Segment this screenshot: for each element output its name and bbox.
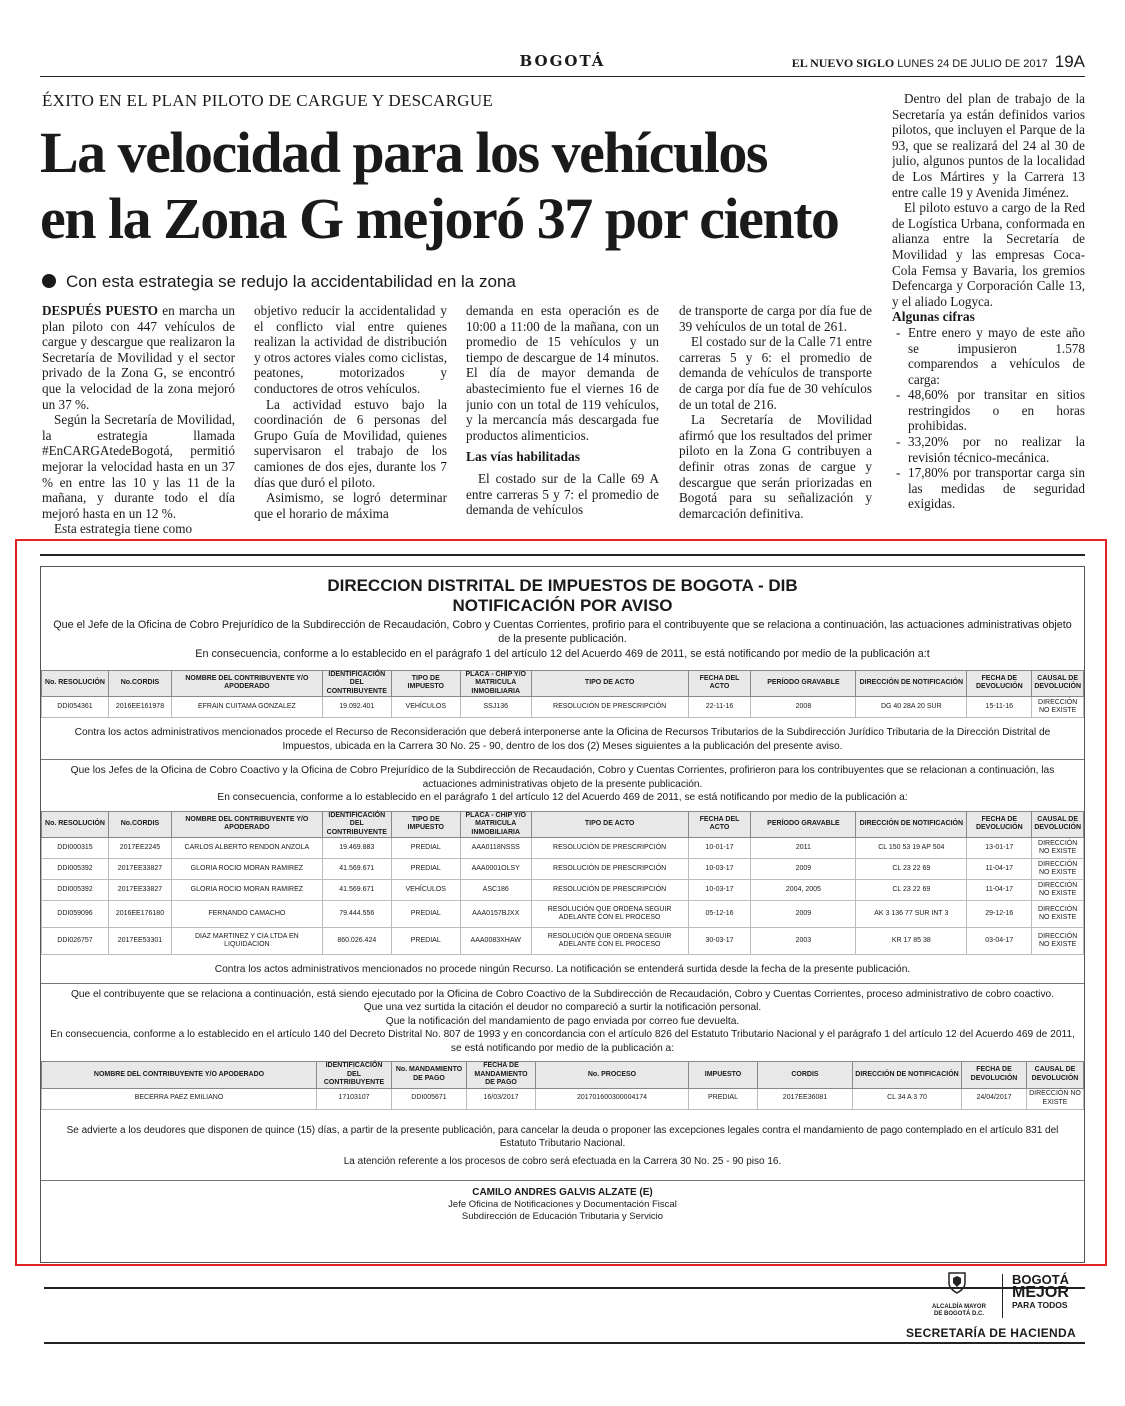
table-cell: DDI059096 xyxy=(42,901,109,928)
notice-intro-1: Que el Jefe de la Oficina de Cobro Prejurídico de la Subdirección de Recaudación, Cobro y Cuentas Corrientes, profirio para el contribuyente que se relaciona a continuación, las actuaciones administrativas objeto de la presente publicación. xyxy=(53,619,1072,645)
column-paragraph: demanda en esta operación es de 10:00 a 11:00 de la mañana, con un promedio de 15 vehículos y un tiempo de descargue de 14 minutos. El día de mayor demanda de abastecimiento fue el viernes 16 de junio con un total de 119 vehículos, y la mercancía más descargada fue productos alimenticios. xyxy=(466,303,659,443)
table-cell: DDI005671 xyxy=(392,1088,467,1109)
table-cell: DIRECCIÓN NO EXISTE xyxy=(1032,838,1084,859)
col-header: NOMBRE DEL CONTRIBUYENTE Y/O APODERADO xyxy=(171,670,322,697)
signer-title: Jefe Oficina de Notificaciones y Documentación Fiscal xyxy=(448,1199,677,1210)
table-cell: GLORIA ROCIO MORAN RAMIREZ xyxy=(171,880,322,901)
table-cell: 16/03/2017 xyxy=(467,1088,536,1109)
table-cell: RESOLUCIÓN DE PRESCRIPCIÓN xyxy=(531,838,688,859)
bogota-mejor-logo: BOGOTÁ MEJOR PARA TODOS xyxy=(1012,1272,1070,1310)
table-cell: 2004, 2005 xyxy=(751,880,856,901)
table-cell: DIRECCIÓN NO EXISTE xyxy=(1032,880,1084,901)
article-side-column xyxy=(892,91,1085,546)
section-name: BOGOTÁ xyxy=(519,52,606,70)
headline-line-1: La velocidad para los vehículos xyxy=(40,120,767,185)
table-cell: EFRAIN CUITAMA GONZALEZ xyxy=(171,697,322,718)
col-header: DIRECCIÓN DE NOTIFICACIÓN xyxy=(853,1062,962,1089)
table-cell: CL 150 53 19 AP 504 xyxy=(856,838,967,859)
table-cell: PREDIAL xyxy=(391,859,460,880)
table-cell: 41.569.671 xyxy=(322,880,391,901)
table-cell: 2017EE36081 xyxy=(758,1088,853,1109)
article-subhead xyxy=(42,272,516,292)
list-item: - 33,20% por no realizar la revisión técnico-mecánica. xyxy=(908,434,1085,465)
table-cell: RESOLUCIÓN QUE ORDENA SEGUIR ADELANTE CON EL PROCESO xyxy=(531,928,688,955)
col-header: No. RESOLUCIÓN xyxy=(42,670,109,697)
secretaria-hacienda-label: SECRETARÍA DE HACIENDA xyxy=(906,1326,1076,1340)
table-cell: BECERRA PAEZ EMILIANO xyxy=(42,1088,317,1109)
notice-intro-1b: En consecuencia, conforme a lo establecido en el parágrafo 1 del artículo 12 del Acuerdo 469 de 2011, se está notificando por medio de la publicación a:t xyxy=(195,648,930,660)
notice-intro-2b: En consecuencia, conforme a lo establecido en el parágrafo 1 del artículo 12 del Acuerdo 469 de 2011, se está notificando por medio de la publicación a: xyxy=(217,792,908,803)
article-column-1 xyxy=(42,303,235,539)
column-paragraph: Asimismo, se logró determinar que el horario de máxima xyxy=(254,490,447,521)
table-cell: 03-04-17 xyxy=(967,928,1032,955)
bottom-rule xyxy=(44,1342,1085,1344)
column-paragraph: DESPUÉS PUESTO en marcha un plan piloto con 447 vehículos de cargue y descargue que realizaron la Secretaría de Movilidad y el sector privado de la Zona G, se encontró que la velocidad de la zona mejoró un 37 %. xyxy=(42,303,235,412)
table-cell: RESOLUCIÓN DE PRESCRIPCIÓN xyxy=(531,859,688,880)
table-cell: PREDIAL xyxy=(391,901,460,928)
table-cell: SSJ136 xyxy=(460,697,531,718)
table-cell: 2016EE176180 xyxy=(108,901,171,928)
table-cell: 22-11-16 xyxy=(688,697,751,718)
col-header: No.CORDIS xyxy=(108,811,171,838)
column-paragraph: El costado sur de la Calle 69 A entre carreras 5 y 7: el promedio de demanda de vehículos xyxy=(466,470,659,518)
notice-subtitle: NOTIFICACIÓN POR AVISO xyxy=(452,596,673,615)
col-header: No.CORDIS xyxy=(108,670,171,697)
table-cell: AAA0157BJXX xyxy=(460,901,531,928)
col-header: No. PROCESO xyxy=(536,1062,689,1089)
col-header: DIRECCIÓN DE NOTIFICACIÓN xyxy=(856,811,967,838)
col-header: PLACA - CHIP Y/O MATRICULA INMOBILIARIA xyxy=(460,670,531,697)
column-subtitle: Las vías habilitadas xyxy=(466,449,581,465)
bullet-icon xyxy=(42,274,56,288)
column-paragraph: El piloto estuvo a cargo de la Red de Logística Urbana, conformada en alianza entre la Secretaría de Movilidad y las empresas Coca-Cola Femsa y Bavaria, los gremios Defencarga y Corporación Calle 13, y el aliado Logyca. xyxy=(892,200,1085,309)
col-header: CORDIS xyxy=(758,1062,853,1089)
table-cell: 79.444.556 xyxy=(322,901,391,928)
article-column-3 xyxy=(466,303,659,539)
column-paragraph: La Secretaría de Movilidad afirmó que los resultados del primer piloto en la Zona G contribuyen a definir otras zonas de cargue y descargue que serán priorizadas en Bogotá para su señalización y demarcación definitiva. xyxy=(679,412,872,521)
table-cell: 2003 xyxy=(751,928,856,955)
logo-divider xyxy=(1002,1274,1003,1318)
table-cell: DIRECCIÓN NO EXISTE xyxy=(1032,697,1084,718)
column-paragraph: objetivo reducir la accidentalidad y el conflicto vial entre quienes realizan la actividad de distribución y otros actores viales como ciclistas, peatones, motorizados y conductores de otros vehículos. xyxy=(254,303,447,396)
column-paragraph: La actividad estuvo bajo la coordinación de 6 personas del Grupo Guía de Movilidad, quienes supervisaron el trabajo de los camiones de dos ejes, durante los 7 días que duró el piloto. xyxy=(254,396,447,490)
table-cell: 2011 xyxy=(751,838,856,859)
col-header: FECHA DEL ACTO xyxy=(688,670,751,697)
signer-department: Subdirección de Educación Tributaria y Servicio xyxy=(461,1211,664,1222)
col-header: TIPO DE IMPUESTO xyxy=(391,670,460,697)
footer-rule xyxy=(44,1287,1085,1289)
article-headline xyxy=(40,120,880,252)
table-cell: DDI000315 xyxy=(42,838,109,859)
table-cell: VEHÍCULOS xyxy=(391,697,460,718)
table-cell: CARLOS ALBERTO RENDON ANZOLA xyxy=(171,838,322,859)
table-cell: 29-12-16 xyxy=(967,901,1032,928)
list-item: - 17,80% por transportar carga sin las medidas de seguridad exigidas. xyxy=(908,465,1085,512)
col-header: PERÍODO GRAVABLE xyxy=(751,670,856,697)
highlight-box xyxy=(15,539,1107,1266)
col-header: IMPUESTO xyxy=(689,1062,758,1089)
subhead-text: Con esta estrategia se redujo la accidentabilidad en la zona xyxy=(66,272,516,291)
column-paragraph: de transporte de carga por día fue de 39 vehículos de un total de 261. xyxy=(679,303,872,334)
col-header: CAUSAL DE DEVOLUCIÓN xyxy=(1032,811,1084,838)
table-cell: 24/04/2017 xyxy=(962,1088,1027,1109)
col-header: CAUSAL DE DEVOLUCIÓN xyxy=(1032,670,1084,697)
col-header: PERÍODO GRAVABLE xyxy=(751,811,856,838)
column-paragraph: El costado sur de la Calle 71 entre carreras 5 y 6: el promedio de demanda de vehículos de transporte de carga por día fue de 30 vehículos de un total de 216. xyxy=(679,334,872,412)
table-cell: 19.092.401 xyxy=(322,697,391,718)
signer-name: CAMILO ANDRES GALVIS ALZATE (E) xyxy=(472,1187,653,1198)
col-header: FECHA DEL ACTO xyxy=(688,811,751,838)
table-cell: DDI054361 xyxy=(42,697,109,718)
col-header: NOMBRE DEL CONTRIBUYENTE Y/O APODERADO xyxy=(171,811,322,838)
table-cell: 10-01-17 xyxy=(688,838,751,859)
col-header: FECHA DE DEVOLUCIÓN xyxy=(967,811,1032,838)
notice-intro-3c: Que la notificación del mandamiento de pago enviada por correo fue devuelta. xyxy=(385,1015,740,1027)
col-header: NOMBRE DEL CONTRIBUYENTE Y/O APODERADO xyxy=(42,1062,317,1089)
publication-name: EL NUEVO SIGLO xyxy=(791,56,895,70)
col-header: TIPO DE IMPUESTO xyxy=(391,811,460,838)
bogota-shield-icon xyxy=(948,1272,966,1294)
table-cell: 860.026.424 xyxy=(322,928,391,955)
table-cell: DIAZ MARTINEZ Y CIA LTDA EN LIQUIDACION xyxy=(171,928,322,955)
table-cell: PREDIAL xyxy=(391,928,460,955)
column-paragraph: Dentro del plan de trabajo de la Secretaría ya están definidos varios pilotos, que incluyen el Parque de la 93, que se realizará del 24 al 30 de julio, algunos puntos de la localidad de Los Mártires y la Carrera 13 entre calle 19 y Avenida Jiménez. xyxy=(892,91,1085,200)
notice-recourse-1: Contra los actos administrativos mencionados procede el Recurso de Reconsideración que deberá interponerse ante la Oficina de Recursos Tributarios de la Subdirección Jurídico Tributaria de la Dirección Distrital de Impuestos, ubicada en la Carrera 30 No. 25 - 90, dentro de los dos (2) Meses siguientes a la publicación del presente aviso. xyxy=(74,727,1051,752)
list-item: - 48,60% por transitar en sitios restringidos o en horas prohibidas. xyxy=(908,387,1085,434)
table-cell: 41.569.671 xyxy=(322,859,391,880)
col-header: TIPO DE ACTO xyxy=(531,811,688,838)
table-cell: 2009 xyxy=(751,901,856,928)
notice-closing-1: Se advierte a los deudores que disponen de quince (15) días, a partir de la presente publicación, para cancelar la deuda o proponer las excepciones legales contra el mandamiento de pago contemplado en el artículo 831 del Estatuto Tributario Nacional. xyxy=(66,1124,1059,1149)
table-cell: KR 17 85 38 xyxy=(856,928,967,955)
col-header: IDENTIFICACIÓN DEL CONTRIBUYENTE xyxy=(322,811,391,838)
figures-list xyxy=(892,325,1085,512)
table-cell: AAA0083XHAW xyxy=(460,928,531,955)
table-cell: 10-03-17 xyxy=(688,859,751,880)
notice-recourse-2: Contra los actos administrativos mencionados no procede ningún Recurso. La notificación se entenderá surtida desde la fecha de la presente publicación. xyxy=(214,964,911,975)
table-cell: RESOLUCIÓN QUE ORDENA SEGUIR ADELANTE CON EL PROCESO xyxy=(531,901,688,928)
table-cell: 15-11-16 xyxy=(967,697,1032,718)
table-cell: 13-01-17 xyxy=(967,838,1032,859)
table-cell: 17103107 xyxy=(317,1088,392,1109)
table-cell: AAA0118NSSS xyxy=(460,838,531,859)
table-cell: DIRECCIÓN NO EXISTE xyxy=(1032,859,1084,880)
table-cell: GLORIA ROCIO MORAN RAMIREZ xyxy=(171,859,322,880)
notice-intro-3a: Que el contribuyente que se relaciona a continuación, está siendo ejecutado por la Oficina de Cobro Coactivo de la Subdirección de Recaudación, Cobro y Cuentas Corrientes, proceso administrativo de cobro coactivo. xyxy=(70,988,1055,1000)
table-cell: CL 23 22 69 xyxy=(856,880,967,901)
notice-title: DIRECCION DISTRITAL DE IMPUESTOS DE BOGOTA - DIB xyxy=(327,576,798,595)
notice-intro-3b: Que una vez surtida la citación el deudor no compareció a surtir la notificación personal. xyxy=(363,1002,762,1013)
table-cell: PREDIAL xyxy=(391,838,460,859)
table-cell: 05-12-16 xyxy=(688,901,751,928)
table-cell: ASC186 xyxy=(460,880,531,901)
list-item: - Entre enero y mayo de este año se impusieron 1.578 comparendos a vehículos de carga: xyxy=(908,325,1085,387)
table-cell: 2008 xyxy=(751,697,856,718)
publication-info xyxy=(792,52,1085,72)
article-kicker: ÉXITO EN EL PLAN PILOTO DE CARGUE Y DESCARGUE xyxy=(42,91,494,110)
col-header: DIRECCIÓN DE NOTIFICACIÓN xyxy=(856,670,967,697)
alcaldia-logo-text: ALCALDÍA MAYOR DE BOGOTÁ D.C. xyxy=(932,1304,986,1317)
table-cell: DIRECCIÓN NO EXISTE xyxy=(1032,928,1084,955)
col-header: FECHA DE MANDAMIENTO DE PAGO xyxy=(467,1062,536,1089)
headline-line-2: en la Zona G mejoró 37 por ciento xyxy=(40,186,839,251)
table-cell: CL 34 A 3 70 xyxy=(853,1088,962,1109)
table-cell: VEHÍCULOS xyxy=(391,880,460,901)
notice-intro-3d: En consecuencia, conforme a lo establecido en el artículo 140 del Decreto Distrital No. 807 de 1993 y en concordancia con el artículo 826 del Estatuto Tributario Nacional y el parágrafo 1 del artículo 12 del Acuerdo 469 de 2011, se está notificando por medio de la publicación a: xyxy=(50,1029,1075,1054)
column-paragraph: Esta estrategia tiene como xyxy=(54,521,193,537)
table-cell: DIRECCIÓN NO EXISTE xyxy=(1027,1088,1084,1109)
page-number: 19A xyxy=(1054,52,1085,71)
notice-closing-2: La atención referente a los procesos de cobro será efectuada en la Carrera 30 No. 25 - 90 piso 16. xyxy=(343,1155,782,1167)
article-column-4 xyxy=(679,303,872,539)
col-header: IDENTIFICACIÓN DEL CONTRIBUYENTE xyxy=(317,1062,392,1089)
table-cell: AK 3 136 77 SUR INT 3 xyxy=(856,901,967,928)
table-cell: 2016EE161978 xyxy=(108,697,171,718)
col-header: CAUSAL DE DEVOLUCIÓN xyxy=(1027,1062,1084,1089)
table-cell: 2017EE33827 xyxy=(108,880,171,901)
table-cell: RESOLUCIÓN DE PRESCRIPCIÓN xyxy=(531,697,688,718)
col-header: No. RESOLUCIÓN xyxy=(42,811,109,838)
col-header: PLACA - CHIP Y/O MATRICULA INMOBILIARIA xyxy=(460,811,531,838)
table-cell: FERNANDO CAMACHO xyxy=(171,901,322,928)
column-paragraph: Según la Secretaría de Movilidad, la estrategia llamada #EnCARGAtedeBogotá, permitió mejorar la velocidad hasta en un 37 % en entre las 10 y las 11 de la mañana, y durante todo el día mejoró hasta en un 12 %. xyxy=(42,412,235,521)
table-cell: AAA0001OLSY xyxy=(460,859,531,880)
table-cell: 2009 xyxy=(751,859,856,880)
table-cell: 10-03-17 xyxy=(688,880,751,901)
table-cell: 19.469.883 xyxy=(322,838,391,859)
table-cell: 11-04-17 xyxy=(967,880,1032,901)
table-cell: DIRECCIÓN NO EXISTE xyxy=(1032,901,1084,928)
header-rule xyxy=(40,76,1085,77)
publication-date: LUNES 24 DE JULIO DE 2017 xyxy=(897,58,1048,70)
col-header: FECHA DE DEVOLUCIÓN xyxy=(962,1062,1027,1089)
table-cell: DDI005392 xyxy=(42,859,109,880)
table-cell: 2017EE2245 xyxy=(108,838,171,859)
column-subtitle: Algunas cifras xyxy=(892,309,975,325)
table-cell: DDI005392 xyxy=(42,880,109,901)
notice-intro-2: Que los Jefes de la Oficina de Cobro Coactivo y la Oficina de Cobro Prejurídico de la Subdirección de Recaudación, Cobro y Cuentas Corrientes, profirieron para los contribuyentes que se relacionan a continuación, las actuaciones administrativas objeto de la presente publicación. xyxy=(70,765,1055,790)
table-cell: PREDIAL xyxy=(689,1088,758,1109)
table-cell: 2017EE53301 xyxy=(108,928,171,955)
table-cell: 2017EE33827 xyxy=(108,859,171,880)
table-cell: CL 23 22 69 xyxy=(856,859,967,880)
col-header: IDENTIFICACIÓN DEL CONTRIBUYENTE xyxy=(322,670,391,697)
table-cell: RESOLUCIÓN DE PRESCRIPCIÓN xyxy=(531,880,688,901)
table-cell: DG 40 28A 20 SUR xyxy=(856,697,967,718)
col-header: No. MANDAMIENTO DE PAGO xyxy=(392,1062,467,1089)
article-column-2 xyxy=(254,303,447,539)
lead-in: DESPUÉS PUESTO xyxy=(42,303,159,318)
col-header: TIPO DE ACTO xyxy=(531,670,688,697)
table-cell: DDI026757 xyxy=(42,928,109,955)
col-header: FECHA DE DEVOLUCIÓN xyxy=(967,670,1032,697)
table-cell: 11-04-17 xyxy=(967,859,1032,880)
table-cell: 30-03-17 xyxy=(688,928,751,955)
table-cell: 201701600300004174 xyxy=(536,1088,689,1109)
